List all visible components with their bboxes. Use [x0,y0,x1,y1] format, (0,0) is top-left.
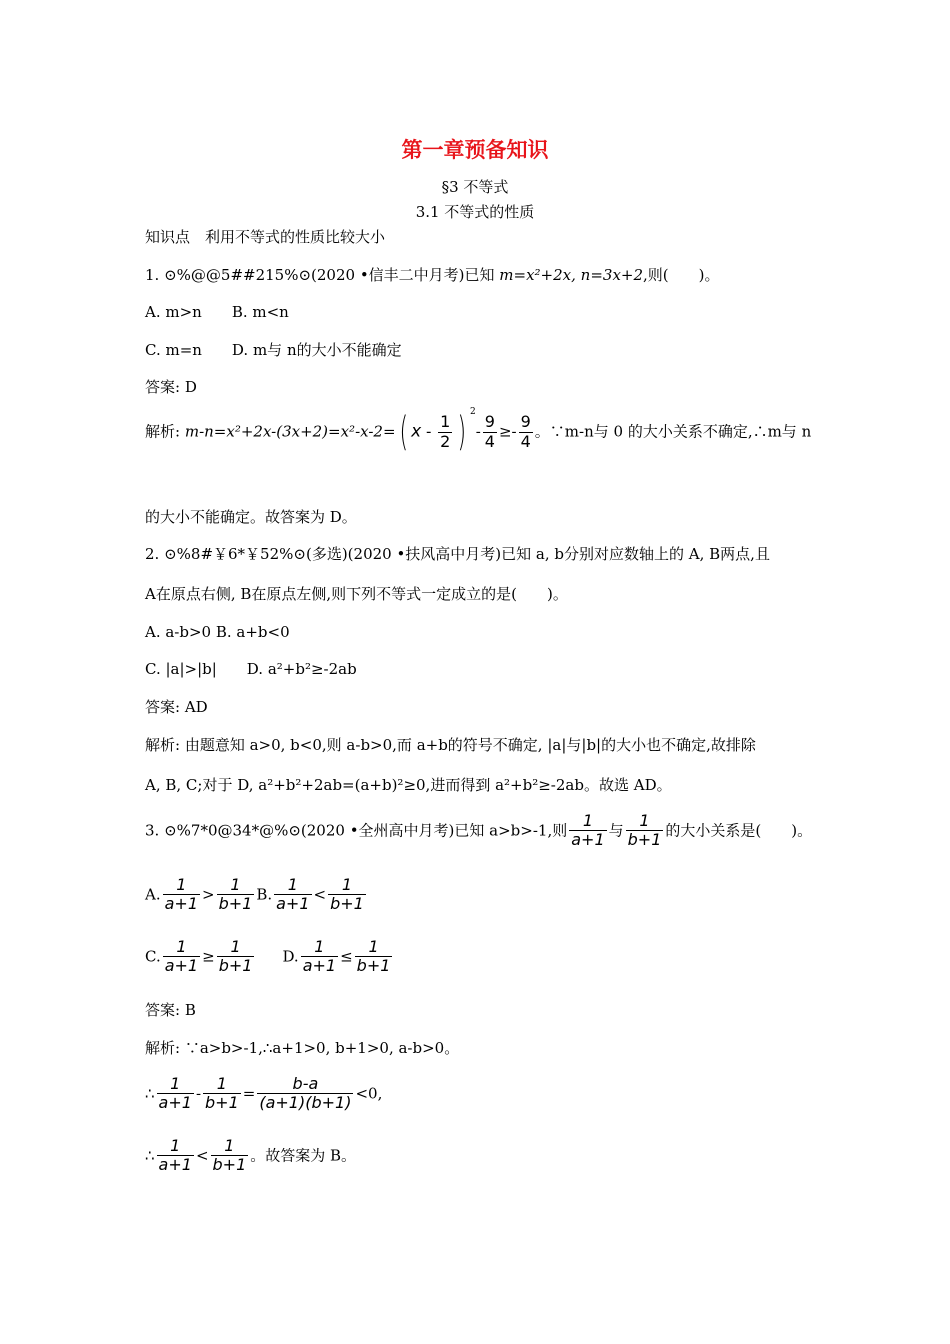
q3-analysis-line3: ∴ $\frac{1}{a+1}$ < $\frac{1}{b+1}$ 。故答案为 B。 [145,1136,357,1175]
q1-analysis-expr: m-n=x²+2x-(3x+2)=x²-x-2= [184,422,396,441]
subsection-heading: 3.1 不等式的性质 [415,203,535,221]
q1-analysis-tail: 。∵m-n与 0 的大小关系不确定,∴m与 n [534,422,812,441]
q1-stem-prefix: 1. ⊙%@@5##215%⊙(2020 •信丰二中月考)已知 [145,266,500,284]
q1-options-cd: C. m=n D. m与 n的大小不能确定 [145,341,402,359]
q1-analysis-label: 解析: [145,422,181,441]
right-paren: ) [457,409,467,455]
q3-stem-prefix: 3. ⊙%7*0@34*@%⊙(2020 •全州高中月考)已知 a>b>-1,则 [145,821,568,840]
knowledge-point: 知识点 利用不等式的性质比较大小 [145,228,386,246]
q1-stem-math: m=x²+2x, n=3x+2 [499,266,644,284]
q1-stem-suffix: ,则( )。 [643,266,720,284]
q1-answer: 答案: D [145,378,197,396]
fraction-nine-quarters-2: $\frac{9}{4}$ [520,412,531,451]
q3-answer: 答案: B [145,1001,196,1019]
fraction-difference: $\frac{b-a}{(a+1)(b+1)}$ [259,1074,352,1113]
q2-stem-line2: A在原点右侧, B在原点左侧,则下列不等式一定成立的是( )。 [145,585,568,603]
q1-stem [145,268,720,283]
q2-options-cd: C. |a|>|b| D. a²+b²≥-2ab [145,660,357,678]
fraction-nine-quarters: $\frac{9}{4}$ [484,412,495,451]
q1-options-ab: A. m>n B. m<n [145,303,289,321]
q3-stem-suffix: 的大小关系是( )。 [665,821,813,840]
q2-answer: 答案: AD [145,698,208,716]
q3-analysis-line1: 解析: ∵a>b>-1,∴a+1>0, b+1>0, a-b>0。 [145,1039,460,1057]
fraction-1-over-b1: $\frac{1}{b+1}$ [627,811,662,850]
q3-analysis-line2: ∴ $\frac{1}{a+1}$ - $\frac{1}{b+1}$ = $\frac{b-a}{(a+1)(b+1)}$ <0, [145,1074,383,1113]
section-heading: §3 不等式 [441,178,509,196]
q1-analysis: 解析: m-n=x²+2x-(3x+2)=x²-x-2=( x - $\frac{1}{2}$ ) $^2$- $\frac{9}{4}$ ≥- $\frac{9}{4}$ 。∵m-n与 0 的大小关系不确定,∴m与 n [145,407,812,455]
page-title: 第一章预备知识 [401,138,549,162]
q3-options-ab: A. $\frac{1}{a+1}$ > $\frac{1}{b+1}$ B. $\frac{1}{a+1}$ < $\frac{1}{b+1}$ [145,875,364,914]
q2-options-ab: A. a-b>0 B. a+b<0 [145,623,290,641]
q3-stem: 3. ⊙%7*0@34*@%⊙(2020 •全州高中月考)已知 a>b>-1,则 $\frac{1}{a+1}$ 与 $\frac{1}{b+1}$ 的大小关系是( )。 [145,811,813,850]
left-paren: ( [399,409,408,455]
q2-analysis-line1: 解析: 由题意知 a>0, b<0,则 a-b>0,而 a+b的符号不确定, |a|与|b|的大小也不确定,故排除 [145,736,756,754]
q2-stem-line1: 2. ⊙%8#￥6*￥52%⊙(多选)(2020 •扶风高中月考)已知 a, b分别对应数轴上的 A, B两点,且 [145,545,770,563]
fraction-1-over-a1: $\frac{1}{a+1}$ [571,811,605,850]
q1-analysis-line2: 的大小不能确定。故答案为 D。 [145,508,357,526]
var-x: x [411,421,422,442]
fraction-half: $\frac{1}{2}$ [440,412,451,451]
q3-options-cd: C. $\frac{1}{a+1}$ ≥ $\frac{1}{b+1}$ D. $\frac{1}{a+1}$ ≤ $\frac{1}{b+1}$ [145,937,391,976]
q2-analysis-line2: A, B, C;对于 D, a²+b²+2ab=(a+b)²≥0,进而得到 a²+b²≥-2ab。故选 AD。 [145,776,672,794]
